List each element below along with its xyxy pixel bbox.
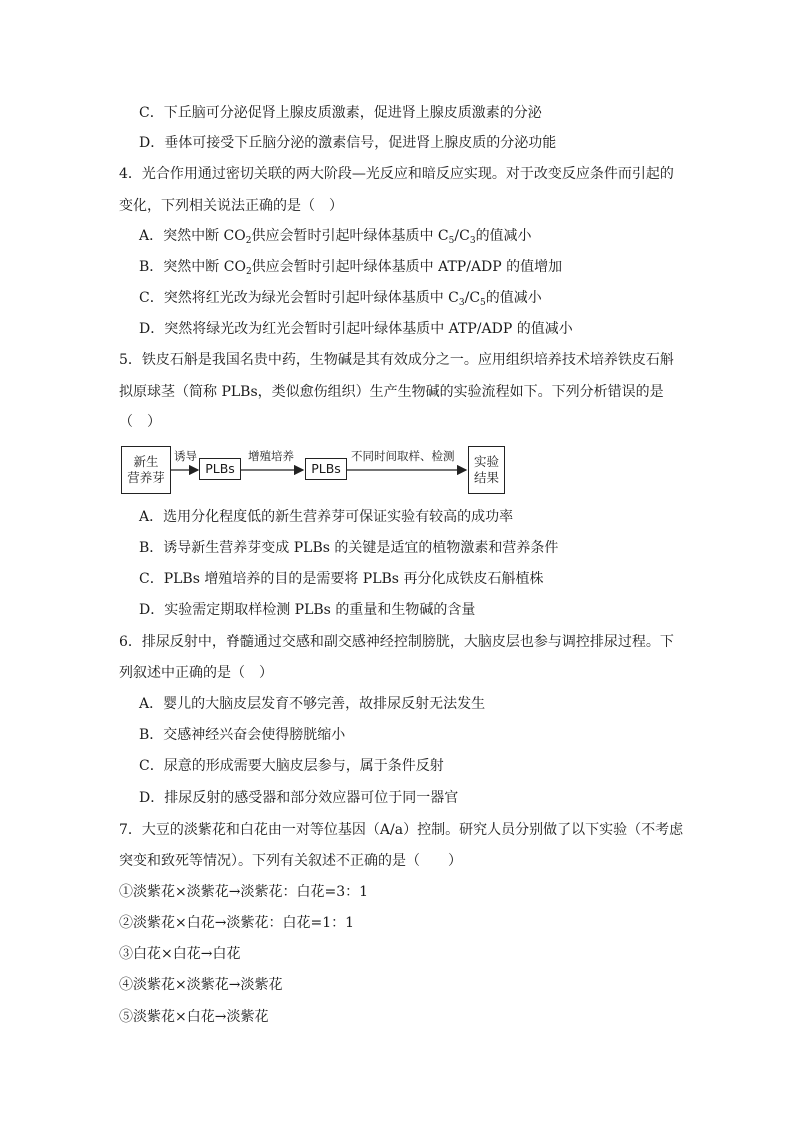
q5-stem-line2: 拟原球茎（简称 PLBs，类似愈伤组织）生产生物碱的实验流程如下。下列分析错误的是 <box>119 384 664 400</box>
q4-stem-line1: 4．光合作用通过密切关联的两大阶段—光反应和暗反应实现。对于改变反应条件而引起的 <box>119 166 674 182</box>
q4-option-d: D．突然将绿光改为红光会暂时引起叶绿体基质中 ATP/ADP 的值减小 <box>139 321 573 337</box>
q7-item-4: ④淡紫花×淡紫花→淡紫花 <box>119 977 283 993</box>
box-plbs-2: PLBs <box>305 458 347 480</box>
q5-option-c: C．PLBs 增殖培养的目的是需要将 PLBs 再分化成铁皮石斛植株 <box>139 571 544 587</box>
q7-stem-line1: 7．大豆的淡紫花和白花由一对等位基因（A/a）控制。研究人员分别做了以下实验（不考虑 <box>119 822 684 838</box>
q7-item-5: ⑤淡紫花×白花→淡紫花 <box>119 1009 269 1025</box>
box-new-bud: 新生 营养芽 <box>121 446 171 494</box>
q6-option-b: B．交感神经兴奋会使得膀胱缩小 <box>139 727 346 743</box>
q5-stem-line1: 5．铁皮石斛是我国名贵中药，生物碱是其有效成分之一。应用组织培养技术培养铁皮石斛 <box>119 352 674 368</box>
q3-option-c: C．下丘脑可分泌促肾上腺皮质激素，促进肾上腺皮质激素的分泌 <box>139 105 542 121</box>
q7-item-3: ③白花×白花→白花 <box>119 946 241 962</box>
label-proliferate: 增殖培养 <box>248 449 294 463</box>
box-result: 实验 结果 <box>468 446 505 494</box>
q5-option-d: D．实验需定期取样检测 PLBs 的重量和生物碱的含量 <box>139 602 476 618</box>
box-plbs-1: PLBs <box>199 458 241 480</box>
q5-option-b: B．诱导新生营养芽变成 PLBs 的关键是适宜的植物激素和营养条件 <box>139 540 559 556</box>
q6-option-d: D．排尿反射的感受器和部分效应器可位于同一器官 <box>139 790 459 806</box>
q3-option-d: D．垂体可接受下丘脑分泌的激素信号，促进肾上腺皮质的分泌功能 <box>139 135 557 151</box>
q4-option-a: A．突然中断 $CO_2$供应会暂时引起叶绿体基质中 $C_5/C_3$的值减小 <box>139 228 532 246</box>
q6-stem-line1: 6．排尿反射中，脊髓通过交感和副交感神经控制膀胱，大脑皮层也参与调控排尿过程。下 <box>119 634 674 650</box>
q7-item-2: ②淡紫花×白花→淡紫花：白花=1：1 <box>119 915 355 931</box>
q5-stem-line3: （ ） <box>119 414 161 430</box>
q6-option-a: A．婴儿的大脑皮层发育不够完善，故排尿反射无法发生 <box>139 696 486 712</box>
q7-item-1: ①淡紫花×淡紫花→淡紫花：白花=3：1 <box>119 884 369 900</box>
q6-stem-line2: 列叙述中正确的是（ ） <box>119 665 273 681</box>
q4-stem-line2: 变化，下列相关说法正确的是（ ） <box>119 198 343 214</box>
experiment-flow-diagram <box>121 444 511 496</box>
label-induce: 诱导 <box>174 449 197 463</box>
q4-option-b: B．突然中断 $CO_2$供应会暂时引起叶绿体基质中 ATP/ADP 的值增加 <box>139 259 563 277</box>
q5-option-a: A．选用分化程度低的新生营养芽可保证实验有较高的成功率 <box>139 509 514 525</box>
q7-stem-line2: 突变和致死等情况）。下列有关叙述不正确的是（ ） <box>119 853 462 869</box>
q6-option-c: C．尿意的形成需要大脑皮层参与，属于条件反射 <box>139 758 444 774</box>
q4-option-c: C．突然将红光改为绿光会暂时引起叶绿体基质中 $C_3/C_5$的值减小 <box>139 290 542 308</box>
label-sample-detect: 不同时间取样、检测 <box>351 449 455 463</box>
